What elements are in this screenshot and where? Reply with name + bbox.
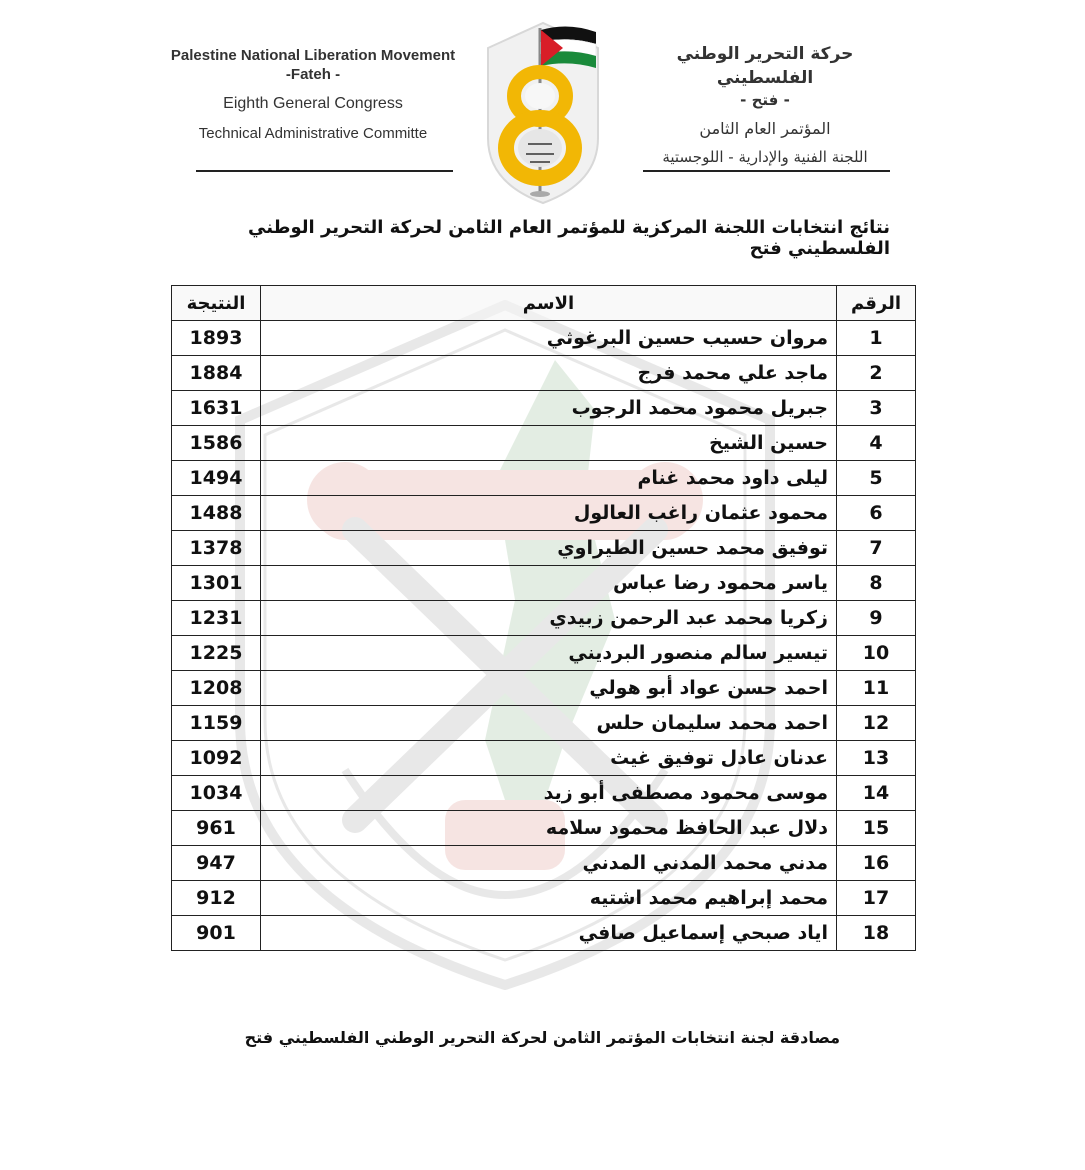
document-title: نتائج انتخابات اللجنة المركزية للمؤتمر العام الثامن لحركة التحرير الوطني الفلسطيني فتح bbox=[248, 217, 890, 259]
org-short-en: -Fateh - bbox=[285, 66, 341, 83]
cell-result: 901 bbox=[172, 916, 261, 951]
org-short-ar: - فتح - bbox=[740, 91, 790, 109]
table-row bbox=[172, 601, 916, 636]
cell-number: 5 bbox=[837, 461, 916, 496]
cell-number: 8 bbox=[837, 566, 916, 601]
congress-name-ar: المؤتمر العام الثامن bbox=[699, 119, 831, 138]
cell-result: 1208 bbox=[172, 671, 261, 706]
table-row bbox=[172, 706, 916, 741]
cell-name: جبريل محمود محمد الرجوب bbox=[261, 391, 837, 426]
cell-name: محمود عثمان راغب العالول bbox=[261, 496, 837, 531]
table-row bbox=[172, 531, 916, 566]
cell-name: ماجد علي محمد فرج bbox=[261, 356, 837, 391]
header-divider-right bbox=[643, 170, 890, 172]
cell-number: 2 bbox=[837, 356, 916, 391]
cell-result: 1034 bbox=[172, 776, 261, 811]
cell-number: 9 bbox=[837, 601, 916, 636]
cell-number: 13 bbox=[837, 741, 916, 776]
cell-number: 14 bbox=[837, 776, 916, 811]
eight-numeral-icon bbox=[506, 72, 574, 178]
cell-result: 1586 bbox=[172, 426, 261, 461]
table-row bbox=[172, 566, 916, 601]
cell-name: حسين الشيخ bbox=[261, 426, 837, 461]
cell-number: 10 bbox=[837, 636, 916, 671]
cell-number: 18 bbox=[837, 916, 916, 951]
cell-result: 1159 bbox=[172, 706, 261, 741]
table-row bbox=[172, 321, 916, 356]
table-row bbox=[172, 671, 916, 706]
palestine-flag-icon bbox=[541, 26, 596, 68]
committee-name-ar: اللجنة الفنية والإدارية - اللوجستية bbox=[662, 148, 868, 166]
cell-result: 947 bbox=[172, 846, 261, 881]
cell-number: 11 bbox=[837, 671, 916, 706]
table-row bbox=[172, 461, 916, 496]
cell-result: 1378 bbox=[172, 531, 261, 566]
table-row bbox=[172, 356, 916, 391]
table-row bbox=[172, 846, 916, 881]
cell-number: 15 bbox=[837, 811, 916, 846]
header-divider-left bbox=[196, 170, 453, 172]
cell-result: 1488 bbox=[172, 496, 261, 531]
cell-result: 1884 bbox=[172, 356, 261, 391]
org-name-en: Palestine National Liberation Movement bbox=[170, 47, 456, 64]
cell-result: 1631 bbox=[172, 391, 261, 426]
header-english bbox=[168, 46, 458, 144]
table-row bbox=[172, 776, 916, 811]
table-row bbox=[172, 391, 916, 426]
cell-number: 6 bbox=[837, 496, 916, 531]
cell-result: 1494 bbox=[172, 461, 261, 496]
header-arabic bbox=[630, 42, 900, 168]
cell-result: 1225 bbox=[172, 636, 261, 671]
cell-name: تيسير سالم منصور البرديني bbox=[261, 636, 837, 671]
fateh-congress-8-logo bbox=[468, 8, 618, 208]
table-row bbox=[172, 741, 916, 776]
table-row bbox=[172, 496, 916, 531]
cell-name: اياد صبحي إسماعيل صافي bbox=[261, 916, 837, 951]
org-name-ar: حركة التحرير الوطني الفلسطيني bbox=[676, 44, 854, 88]
cell-name: دلال عبد الحافظ محمود سلامه bbox=[261, 811, 837, 846]
table-row bbox=[172, 636, 916, 671]
committee-name-en: Technical Administrative Committe bbox=[198, 125, 428, 142]
cell-result: 1231 bbox=[172, 601, 261, 636]
cell-number: 4 bbox=[837, 426, 916, 461]
cell-name: ليلى داود محمد غنام bbox=[261, 461, 837, 496]
header-number: الرقم bbox=[837, 286, 916, 321]
cell-number: 12 bbox=[837, 706, 916, 741]
cell-name: مروان حسيب حسين البرغوثي bbox=[261, 321, 837, 356]
table-row bbox=[172, 426, 916, 461]
cell-name: موسى محمود مصطفى أبو زيد bbox=[261, 776, 837, 811]
table-row bbox=[172, 811, 916, 846]
cell-name: مدني محمد المدني المدني bbox=[261, 846, 837, 881]
cell-number: 16 bbox=[837, 846, 916, 881]
cell-name: محمد إبراهيم محمد اشتيه bbox=[261, 881, 837, 916]
cell-result: 1301 bbox=[172, 566, 261, 601]
cell-result: 1893 bbox=[172, 321, 261, 356]
cell-result: 912 bbox=[172, 881, 261, 916]
cell-name: احمد محمد سليمان حلس bbox=[261, 706, 837, 741]
cell-name: زكريا محمد عبد الرحمن زبيدي bbox=[261, 601, 837, 636]
cell-name: عدنان عادل توفيق غيث bbox=[261, 741, 837, 776]
table-header-row bbox=[172, 286, 916, 321]
table-row bbox=[172, 916, 916, 951]
cell-number: 7 bbox=[837, 531, 916, 566]
cell-number: 3 bbox=[837, 391, 916, 426]
cell-name: ياسر محمود رضا عباس bbox=[261, 566, 837, 601]
cell-name: توفيق محمد حسين الطيراوي bbox=[261, 531, 837, 566]
results-body bbox=[172, 321, 916, 951]
cell-number: 1 bbox=[837, 321, 916, 356]
header-result: النتيجة bbox=[172, 286, 261, 321]
header-name: الاسم bbox=[261, 286, 837, 321]
footer-certification: مصادقة لجنة انتخابات المؤتمر الثامن لحركة التحرير الوطني الفلسطيني فتح bbox=[244, 1028, 840, 1047]
congress-name-en: Eighth General Congress bbox=[223, 95, 403, 112]
cell-result: 961 bbox=[172, 811, 261, 846]
table-row bbox=[172, 881, 916, 916]
cell-number: 17 bbox=[837, 881, 916, 916]
cell-name: احمد حسن عواد أبو هولي bbox=[261, 671, 837, 706]
results-table bbox=[171, 285, 916, 951]
cell-result: 1092 bbox=[172, 741, 261, 776]
